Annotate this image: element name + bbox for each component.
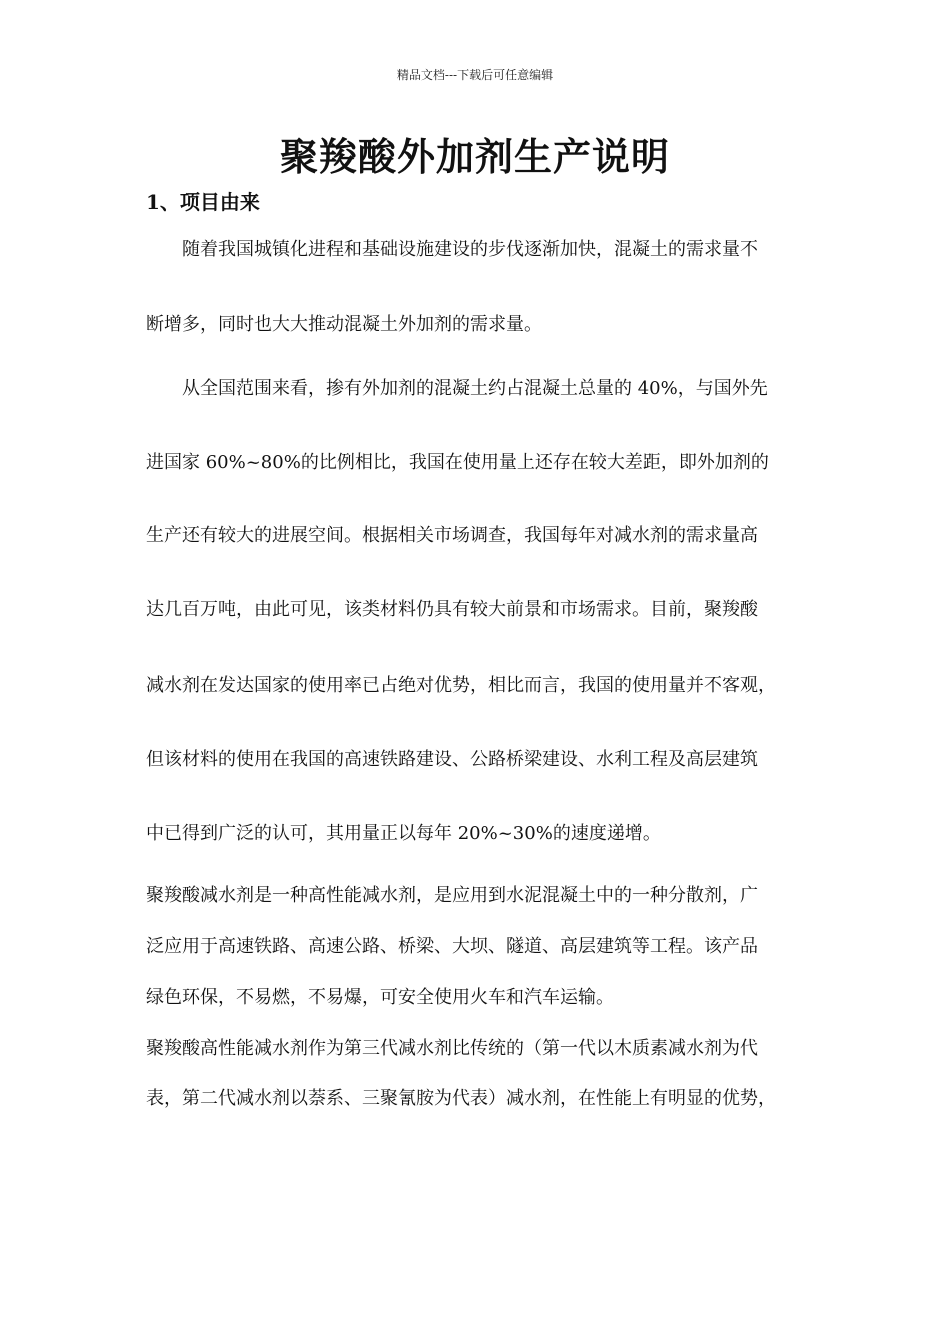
paragraph-line: 聚羧酸高性能减水剂作为第三代减水剂比传统的（第一代以木质素减水剂为代 [146, 1038, 758, 1059]
paragraph-line: 进国家 60%~80%的比例相比，我国在使用量上还存在较大差距，即外加剂的 [146, 452, 769, 473]
section-heading: 1、项目由来 [146, 190, 260, 214]
paragraph-line: 从全国范围来看，掺有外加剂的混凝土约占混凝土总量的 40%，与国外先 [182, 378, 768, 399]
paragraph-line: 但该材料的使用在我国的高速铁路建设、公路桥梁建设、水利工程及高层建筑 [146, 749, 758, 770]
paragraph-line: 生产还有较大的进展空间。根据相关市场调查，我国每年对减水剂的需求量高 [146, 525, 758, 546]
paragraph-line: 绿色环保，不易燃，不易爆，可安全使用火车和汽车运输。 [146, 987, 614, 1008]
document-title: 聚羧酸外加剂生产说明 [279, 134, 670, 179]
header-note: 精品文档---下载后可任意编辑 [396, 68, 554, 82]
paragraph-line: 泛应用于高速铁路、高速公路、桥梁、大坝、隧道、高层建筑等工程。该产品 [146, 936, 758, 957]
paragraph-line: 表，第二代减水剂以萘系、三聚氰胺为代表）减水剂，在性能上有明显的优势， [146, 1088, 776, 1109]
paragraph-line: 断增多，同时也大大推动混凝土外加剂的需求量。 [146, 314, 542, 335]
paragraph-line: 减水剂在发达国家的使用率已占绝对优势，相比而言，我国的使用量并不客观， [146, 675, 776, 696]
paragraph-line: 聚羧酸减水剂是一种高性能减水剂，是应用到水泥混凝土中的一种分散剂，广 [146, 885, 758, 906]
paragraph-line: 随着我国城镇化进程和基础设施建设的步伐逐渐加快，混凝土的需求量不 [182, 239, 758, 260]
paragraph-line: 达几百万吨，由此可见，该类材料仍具有较大前景和市场需求。目前，聚羧酸 [146, 599, 758, 620]
paragraph-line: 中已得到广泛的认可，其用量正以每年 20%~30%的速度递增。 [146, 823, 661, 844]
